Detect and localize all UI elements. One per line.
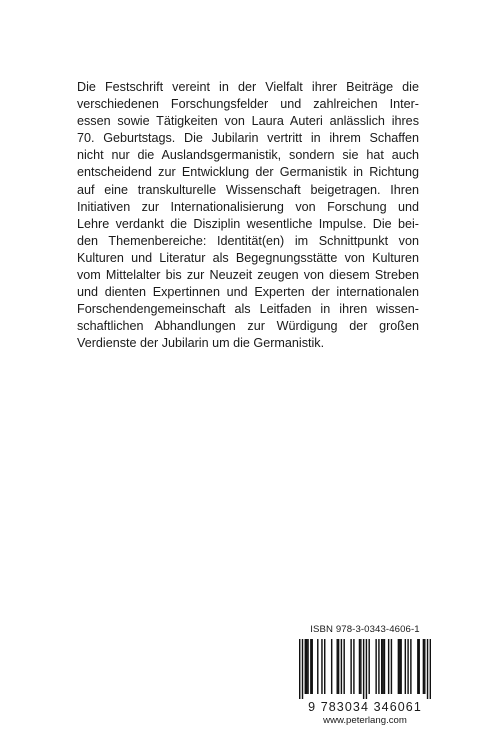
publisher-url: www.peterlang.com [323,715,407,726]
barcode-image [299,639,431,699]
barcode-block [299,624,431,726]
barcode-bar [368,639,369,694]
barcode-bar [312,639,313,694]
barcode-bar [299,639,300,699]
barcode-bar [430,639,431,699]
barcode-bar [338,639,339,694]
barcode-bar [321,639,322,694]
barcode-bar [400,639,401,694]
barcode-bar [341,639,342,694]
blurb-line: verschiedenen Forschungsfelder und zahlreichen Inter- [77,97,419,112]
barcode-bar [317,639,318,694]
barcode-bar [343,639,344,694]
blurb-line: Initiativen zur Internationalisierung von Forschung und [77,199,419,214]
barcode-bar [324,639,325,694]
barcode-bar [423,639,424,694]
blurb-line: Forschendengemeinschaft als Leitfaden in ihren wissen- [77,302,419,317]
isbn-label: ISBN 978-3-0343-4606-1 [310,624,420,635]
blurb-line: und dienten Expertinnen und Experten der internationalen [77,285,419,300]
barcode-bar [302,639,303,699]
barcode-bar [405,639,406,694]
barcode-bar [306,639,307,694]
barcode-bar [305,639,306,694]
barcode-bar [399,639,400,694]
barcode-bar [381,639,382,694]
blurb-line: Die Festschrift vereint in der Vielfalt ihrer Beiträge die [77,80,419,94]
barcode-bar [388,639,389,694]
barcode-bar [331,639,332,694]
barcode-bar [418,639,419,694]
blurb-line: 70. Geburtstags. Die Jubilarin vertritt in ihrem Schaffen [77,131,419,146]
barcode-bar [391,639,392,694]
barcode-bar [407,639,408,694]
blurb-line: schaftlichen Abhandlungen zur Würdigung der großen [77,319,419,334]
barcode-digits: 9 783034 346061 [308,700,422,714]
barcode-bar [417,639,418,694]
barcode-bar [424,639,425,694]
barcode-bar [375,639,376,694]
blurb-line: vom Mittelalter bis zur Neuzeit zeugen von diesem Streben [77,268,419,283]
blurb-line: Kulturen und Literatur als Begegnungsstätte von Kulturen [77,250,419,265]
barcode-bar [410,639,411,694]
blurb-line: auf eine transkulturelle Wissenschaft beigetragen. Ihren [77,182,419,197]
barcode-bar [382,639,383,694]
barcode-bar [398,639,399,694]
barcode-bar [363,639,364,699]
barcode-bar [337,639,338,694]
blurb-line: den Themenbereiche: Identität(en) im Schnittpunkt von [77,233,419,248]
barcode-bar [427,639,428,699]
blurb-text [77,79,419,353]
barcode-bar [359,639,360,694]
barcode-bar [310,639,311,694]
blurb-line: entscheidend zur Entwicklung der Germanistik in Richtung [77,165,419,180]
blurb-line: nicht nur die Auslandsgermanistik, sondern sie hat auch [77,148,419,163]
blurb-line: essen sowie Tätigkeiten von Laura Auteri anlässlich ihres [77,114,419,129]
barcode-bar [353,639,354,694]
blurb-line: Lehre verdankt die Disziplin wesentliche Impulse. Die bei- [77,216,419,231]
barcode-bar [378,639,379,694]
blurb-line: Verdienste der Jubilarin um die Germanistik. [77,336,325,351]
barcode-bar [366,639,367,699]
barcode-bar [350,639,351,694]
barcode-bar [307,639,308,694]
barcode-bar [360,639,361,694]
barcode-bar [384,639,385,694]
